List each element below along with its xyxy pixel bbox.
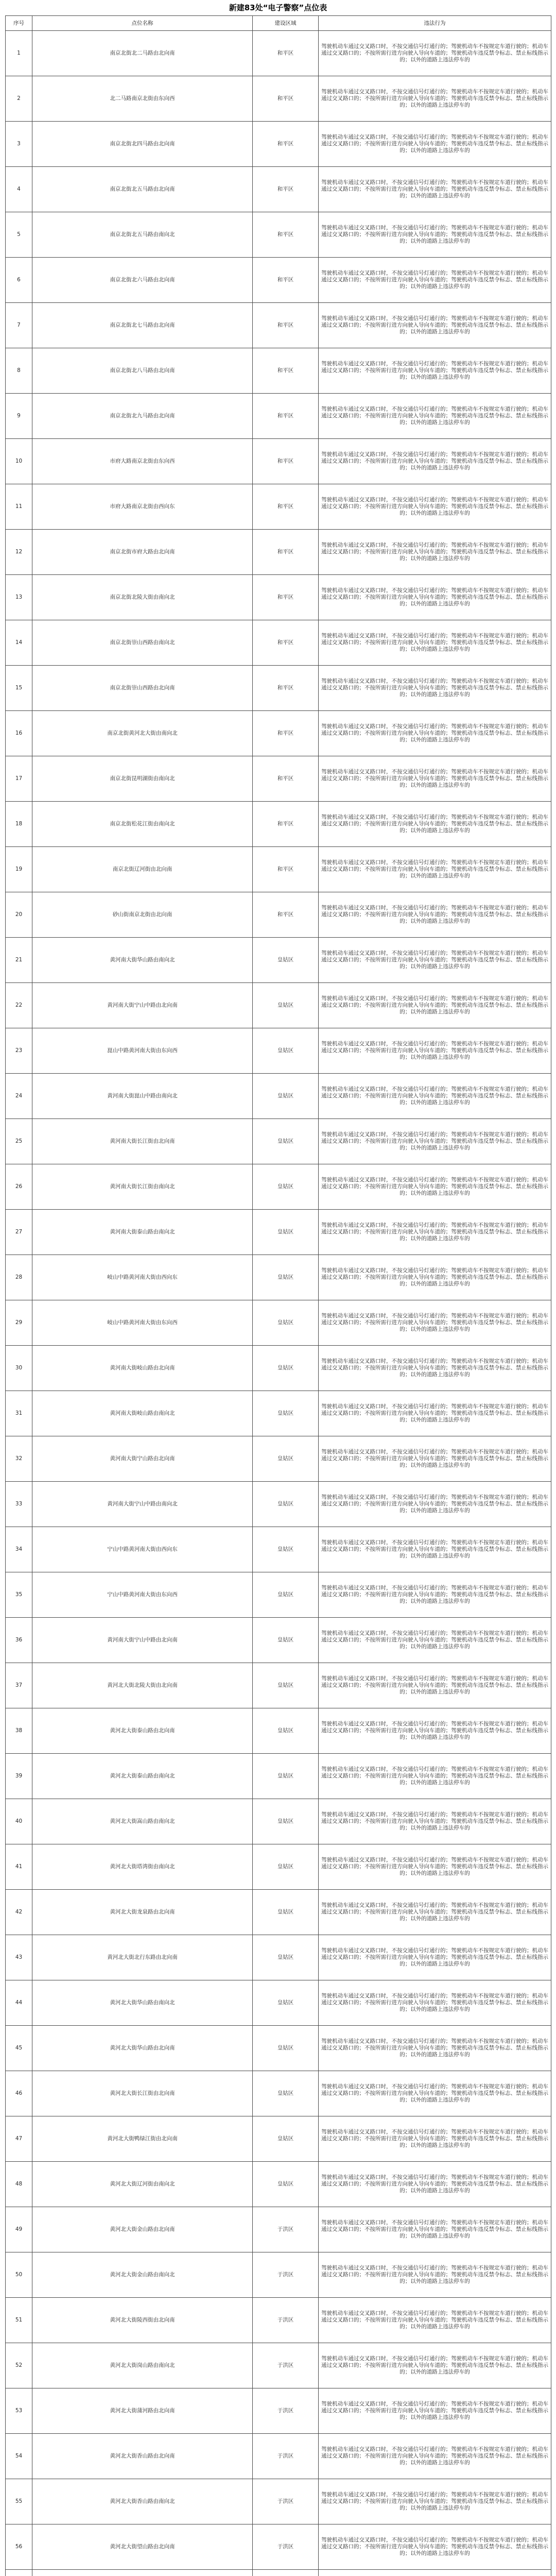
point-name: 南京北街崇山西路由南向北 xyxy=(32,620,253,666)
point-name: 黄河北大街龙泉路由北向南 xyxy=(32,1890,253,1935)
point-name: 黄河北大街泰山路由南向北 xyxy=(32,1754,253,1799)
row-number: 5 xyxy=(6,212,32,258)
table-row xyxy=(6,31,551,76)
row-number: 1 xyxy=(6,31,32,76)
point-name: 南京北街北六马路由北向南 xyxy=(32,258,253,303)
build-area: 皇姑区 xyxy=(253,1255,319,1300)
build-area: 和平区 xyxy=(253,76,319,122)
point-name: 崑山中路黄河南大街由东向西 xyxy=(32,1028,253,1074)
row-number: 31 xyxy=(6,1391,32,1436)
row-number: 40 xyxy=(6,1799,32,1844)
violation-desc: 驾驶机动车通过交叉路口时，不按交通信号灯通行的；驾驶机动车不按规定车道行驶的；机动车通过交叉路口的；不按所需行进方向驶入导向车道的；驾驶机动车违反禁令标志、禁止标线指示的；以外的道路上违法停车的 xyxy=(319,76,551,122)
header-violation: 违法行为 xyxy=(319,16,551,31)
build-area: 皇姑区 xyxy=(253,1799,319,1844)
violation-desc: 驾驶机动车通过交叉路口时，不按交通信号灯通行的；驾驶机动车不按规定车道行驶的；机动车通过交叉路口的；不按所需行进方向驶入导向车道的；驾驶机动车违反禁令标志、禁止标线指示的；以外的道路上违法停车的 xyxy=(319,2116,551,2162)
point-name: 黄河北大街北陵大街由北向南 xyxy=(32,1663,253,1708)
build-area: 皇姑区 xyxy=(253,1754,319,1799)
violation-desc: 驾驶机动车通过交叉路口时，不按交通信号灯通行的；驾驶机动车不按规定车道行驶的；机动车通过交叉路口的；不按所需行进方向驶入导向车道的；驾驶机动车违反禁令标志、禁止标线指示的；以外的道路上违法停车的 xyxy=(319,1799,551,1844)
violation-desc: 驾驶机动车通过交叉路口时，不按交通信号灯通行的；驾驶机动车不按规定车道行驶的；机动车通过交叉路口的；不按所需行进方向驶入导向车道的；驾驶机动车违反禁令标志、禁止标线指示的；以外的道路上违法停车的 xyxy=(319,1028,551,1074)
build-area: 皇姑区 xyxy=(253,1436,319,1482)
build-area: 皇姑区 xyxy=(253,1708,319,1754)
point-name: 黄河北大街蒲河路由北向南 xyxy=(32,2388,253,2434)
point-name: 黄河北大街北行东路由北向南 xyxy=(32,1935,253,1980)
point-name: 黄河北大街华山路由南向北 xyxy=(32,1980,253,2026)
point-name: 黄河北大街华山路由北向南 xyxy=(32,2026,253,2071)
build-area: 皇姑区 xyxy=(253,1074,319,1119)
table-row xyxy=(6,575,551,620)
row-number: 36 xyxy=(6,1618,32,1663)
row-number: 30 xyxy=(6,1346,32,1391)
row-number: 8 xyxy=(6,348,32,394)
table-row xyxy=(6,167,551,212)
row-number: 46 xyxy=(6,2071,32,2116)
build-area: 和平区 xyxy=(253,892,319,938)
table-row xyxy=(6,2343,551,2388)
table-row xyxy=(6,1844,551,1890)
row-number: 41 xyxy=(6,1844,32,1890)
point-name: 砂山街南京北街由北向南 xyxy=(32,892,253,938)
violation-desc: 驾驶机动车通过交叉路口时，不按交通信号灯通行的；驾驶机动车不按规定车道行驶的；机动车通过交叉路口的；不按所需行进方向驶入导向车道的；驾驶机动车违反禁令标志、禁止标线指示的；以外的道路上违法停车的 xyxy=(319,2252,551,2298)
row-number: 9 xyxy=(6,394,32,439)
build-area: 皇姑区 xyxy=(253,1527,319,1572)
violation-desc: 驾驶机动车通过交叉路口时，不按交通信号灯通行的；驾驶机动车不按规定车道行驶的；机动车通过交叉路口的；不按所需行进方向驶入导向车道的；驾驶机动车违反禁令标志、禁止标线指示的；以外的道路上违法停车的 xyxy=(319,1119,551,1164)
build-area: 于洪区 xyxy=(253,2298,319,2343)
table-row xyxy=(6,1618,551,1663)
point-name: 黄河北大街泰山路由北向南 xyxy=(32,1708,253,1754)
build-area: 皇姑区 xyxy=(253,1980,319,2026)
violation-desc: 驾驶机动车通过交叉路口时，不按交通信号灯通行的；驾驶机动车不按规定车道行驶的；机动车通过交叉路口的；不按所需行进方向驶入导向车道的；驾驶机动车违反禁令标志、禁止标线指示的；以外的道路上违法停车的 xyxy=(319,2388,551,2434)
table-header-row xyxy=(6,16,551,31)
violation-desc: 驾驶机动车通过交叉路口时，不按交通信号灯通行的；驾驶机动车不按规定车道行驶的；机动车通过交叉路口的；不按所需行进方向驶入导向车道的；驾驶机动车违反禁令标志、禁止标线指示的；以外的道路上违法停车的 xyxy=(319,1346,551,1391)
build-area: 于洪区 xyxy=(253,2434,319,2479)
table-row xyxy=(6,2570,551,2576)
table-row xyxy=(6,2162,551,2207)
build-area xyxy=(253,2570,319,2576)
table-row xyxy=(6,2116,551,2162)
table-row xyxy=(6,1436,551,1482)
violation-desc: 驾驶机动车通过交叉路口时，不按交通信号灯通行的；驾驶机动车不按规定车道行驶的；机动车通过交叉路口的；不按所需行进方向驶入导向车道的；驾驶机动车违反禁令标志、禁止标线指示的；以外的道路上违法停车的 xyxy=(319,484,551,530)
row-number: 33 xyxy=(6,1482,32,1527)
row-number: 56 xyxy=(6,2524,32,2570)
row-number: 42 xyxy=(6,1890,32,1935)
points-table xyxy=(5,15,551,2576)
row-number: 52 xyxy=(6,2343,32,2388)
violation-desc: 驾驶机动车通过交叉路口时，不按交通信号灯通行的；驾驶机动车不按规定车道行驶的；机动车通过交叉路口的；不按所需行进方向驶入导向车道的；驾驶机动车违反禁令标志、禁止标线指示的；以外的道路上违法停车的 xyxy=(319,1164,551,1210)
table-row xyxy=(6,1890,551,1935)
point-name: 黄河北大街岗山路由南向北 xyxy=(32,2343,253,2388)
point-name: 黄河北大街鸭绿江街由北向南 xyxy=(32,2116,253,2162)
violation-desc: 驾驶机动车通过交叉路口时，不按交通信号灯通行的；驾驶机动车不按规定车道行驶的；机动车通过交叉路口的；不按所需行进方向驶入导向车道的；驾驶机动车违反禁令标志、禁止标线指示的；以外的道路上违法停车的 xyxy=(319,620,551,666)
build-area: 皇姑区 xyxy=(253,1618,319,1663)
point-name: 黄河南大街泰山路由南向北 xyxy=(32,1210,253,1255)
table-row xyxy=(6,122,551,167)
table-row xyxy=(6,1663,551,1708)
violation-desc: 驾驶机动车通过交叉路口时，不按交通信号灯通行的；驾驶机动车不按规定车道行驶的；机动车通过交叉路口的；不按所需行进方向驶入导向车道的；驾驶机动车违反禁令标志、禁止标线指示的；以外的道路上违法停车的 xyxy=(319,1663,551,1708)
row-number: 45 xyxy=(6,2026,32,2071)
row-number: 17 xyxy=(6,756,32,802)
build-area: 皇姑区 xyxy=(253,1164,319,1210)
violation-desc: 驾驶机动车通过交叉路口时，不按交通信号灯通行的；驾驶机动车不按规定车道行驶的；机动车通过交叉路口的；不按所需行进方向驶入导向车道的；驾驶机动车违反禁令标志、禁止标线指示的；以外的道路上违法停车的 xyxy=(319,1300,551,1346)
point-name: 黄河南大街宁山中路由北向南 xyxy=(32,1618,253,1663)
row-number: 21 xyxy=(6,938,32,983)
table-row xyxy=(6,2252,551,2298)
build-area: 皇姑区 xyxy=(253,1572,319,1618)
table-row xyxy=(6,620,551,666)
violation-desc: 驾驶机动车通过交叉路口时，不按交通信号灯通行的；驾驶机动车不按规定车道行驶的；机动车通过交叉路口的；不按所需行进方向驶入导向车道的；驾驶机动车违反禁令标志、禁止标线指示的；以外的道路上违法停车的 xyxy=(319,1844,551,1890)
violation-desc: 驾驶机动车通过交叉路口时，不按交通信号灯通行的；驾驶机动车不按规定车道行驶的；机动车通过交叉路口的；不按所需行进方向驶入导向车道的；驾驶机动车违反禁令标志、禁止标线指示的；以外的道路上违法停车的 xyxy=(319,2071,551,2116)
point-name: 南京北街昆明湖街由南向北 xyxy=(32,756,253,802)
table-row xyxy=(6,1980,551,2026)
point-name: 黄河北大街金山路由南向北 xyxy=(32,2252,253,2298)
row-number: 55 xyxy=(6,2479,32,2524)
row-number: 24 xyxy=(6,1074,32,1119)
violation-desc: 驾驶机动车通过交叉路口时，不按交通信号灯通行的；驾驶机动车不按规定车道行驶的；机动车通过交叉路口的；不按所需行进方向驶入导向车道的；驾驶机动车违反禁令标志、禁止标线指示的；以外的道路上违法停车的 xyxy=(319,167,551,212)
violation-desc: 驾驶机动车通过交叉路口时，不按交通信号灯通行的；驾驶机动车不按规定车道行驶的；机动车通过交叉路口的；不按所需行进方向驶入导向车道的；驾驶机动车违反禁令标志、禁止标线指示的；以外的道路上违法停车的 xyxy=(319,303,551,348)
table-row xyxy=(6,983,551,1028)
build-area: 和平区 xyxy=(253,575,319,620)
point-name: 黄河南大街宁山中路由南向北 xyxy=(32,1482,253,1527)
table-row xyxy=(6,1754,551,1799)
violation-desc: 驾驶机动车通过交叉路口时，不按交通信号灯通行的；驾驶机动车不按规定车道行驶的；机动车通过交叉路口的；不按所需行进方向驶入导向车道的；驾驶机动车违反禁令标志、禁止标线指示的；以外的道路上违法停车的 xyxy=(319,1391,551,1436)
build-area: 皇姑区 xyxy=(253,1119,319,1164)
violation-desc: 驾驶机动车通过交叉路口时，不按交通信号灯通行的；驾驶机动车不按规定车道行驶的；机动车通过交叉路口的；不按所需行进方向驶入导向车道的；驾驶机动车违反禁令标志、禁止标线指示的；以外的道路上违法停车的 xyxy=(319,1708,551,1754)
build-area: 和平区 xyxy=(253,394,319,439)
table-row xyxy=(6,1572,551,1618)
point-name: 黄河南大街岐山路由南向北 xyxy=(32,1391,253,1436)
point-name: 南京北街北五马路由北向南 xyxy=(32,167,253,212)
table-row xyxy=(6,711,551,756)
build-area: 于洪区 xyxy=(253,2252,319,2298)
table-row xyxy=(6,1028,551,1074)
row-number: 51 xyxy=(6,2298,32,2343)
row-number: 54 xyxy=(6,2434,32,2479)
build-area: 皇姑区 xyxy=(253,2071,319,2116)
header-area: 建设区域 xyxy=(253,16,319,31)
point-name: 黄河北大街望山路由北向南 xyxy=(32,2524,253,2570)
build-area: 皇姑区 xyxy=(253,938,319,983)
row-number: 47 xyxy=(6,2116,32,2162)
point-name: 南京北街辽河街由北向南 xyxy=(32,847,253,892)
row-number: 11 xyxy=(6,484,32,530)
page xyxy=(5,0,551,2576)
table-row xyxy=(6,1300,551,1346)
point-name: 南京北街北七马路由北向南 xyxy=(32,303,253,348)
violation-desc: 驾驶机动车通过交叉路口时，不按交通信号灯通行的；驾驶机动车不按规定车道行驶的；机动车通过交叉路口的；不按所需行进方向驶入导向车道的；驾驶机动车违反禁令标志、禁止标线指示的；以外的道路上违法停车的 xyxy=(319,1255,551,1300)
table-row xyxy=(6,76,551,122)
table-row xyxy=(6,1210,551,1255)
point-name: 市府大路南京北街由东向西 xyxy=(32,439,253,484)
violation-desc: 驾驶机动车通过交叉路口时，不按交通信号灯通行的；驾驶机动车不按规定车道行驶的；机动车通过交叉路口的；不按所需行进方向驶入导向车道的；驾驶机动车违反禁令标志、禁止标线指示的；以外的道路上违法停车的 xyxy=(319,2162,551,2207)
point-name: 黄河南大街长江街由南向北 xyxy=(32,1164,253,1210)
table-row xyxy=(6,2298,551,2343)
row-number: 22 xyxy=(6,983,32,1028)
violation-desc: 驾驶机动车通过交叉路口时，不按交通信号灯通行的；驾驶机动车不按规定车道行驶的；机动车通过交叉路口的；不按所需行进方向驶入导向车道的；驾驶机动车违反禁令标志、禁止标线指示的；以外的道路上违法停车的 xyxy=(319,2207,551,2252)
violation-desc: 驾驶机动车通过交叉路口时，不按交通信号灯通行的；驾驶机动车不按规定车道行驶的；机动车通过交叉路口的；不按所需行进方向驶入导向车道的；驾驶机动车违反禁令标志、禁止标线指示的；以外的道路上违法停车的 xyxy=(319,348,551,394)
table-row xyxy=(6,212,551,258)
violation-desc: 驾驶机动车通过交叉路口时，不按交通信号灯通行的；驾驶机动车不按规定车道行驶的；机动车通过交叉路口的；不按所需行进方向驶入导向车道的；驾驶机动车违反禁令标志、禁止标线指示的；以外的道路上违法停车的 xyxy=(319,1482,551,1527)
table-row xyxy=(6,847,551,892)
row-number: 38 xyxy=(6,1708,32,1754)
point-name: 黄河北大街香山路由南向北 xyxy=(32,2479,253,2524)
violation-desc: 驾驶机动车通过交叉路口时，不按交通信号灯通行的；驾驶机动车不按规定车道行驶的；机动车通过交叉路口的；不按所需行进方向驶入导向车道的；驾驶机动车违反禁令标志、禁止标线指示的；以外的道路上违法停车的 xyxy=(319,847,551,892)
violation-desc: 驾驶机动车通过交叉路口时，不按交通信号灯通行的；驾驶机动车不按规定车道行驶的；机动车通过交叉路口的；不按所需行进方向驶入导向车道的；驾驶机动车违反禁令标志、禁止标线指示的；以外的道路上违法停车的 xyxy=(319,802,551,847)
row-number: 20 xyxy=(6,892,32,938)
build-area: 皇姑区 xyxy=(253,1346,319,1391)
violation-desc: 驾驶机动车通过交叉路口时，不按交通信号灯通行的；驾驶机动车不按规定车道行驶的；机动车通过交叉路口的；不按所需行进方向驶入导向车道的；驾驶机动车违反禁令标志、禁止标线指示的；以外的道路上违法停车的 xyxy=(319,2343,551,2388)
table-row xyxy=(6,1119,551,1164)
point-name: 南京北街北八马路由北向南 xyxy=(32,348,253,394)
build-area: 皇姑区 xyxy=(253,1844,319,1890)
point-name: 黄河北大街塔湾街由南向北 xyxy=(32,1844,253,1890)
table-row xyxy=(6,2388,551,2434)
build-area: 于洪区 xyxy=(253,2343,319,2388)
row-number: 4 xyxy=(6,167,32,212)
violation-desc: 驾驶机动车通过交叉路口时，不按交通信号灯通行的；驾驶机动车不按规定车道行驶的；机动车通过交叉路口的；不按所需行进方向驶入导向车道的；驾驶机动车违反禁令标志、禁止标线指示的；以外的道路上违法停车的 xyxy=(319,1527,551,1572)
build-area: 和平区 xyxy=(253,167,319,212)
row-number: 32 xyxy=(6,1436,32,1482)
build-area: 和平区 xyxy=(253,530,319,575)
point-name: 南京北街北九马路由北向南 xyxy=(32,394,253,439)
violation-desc: 驾驶机动车通过交叉路口时，不按交通信号灯通行的；驾驶机动车不按规定车道行驶的；机动车通过交叉路口的；不按所需行进方向驶入导向车道的；驾驶机动车违反禁令标志、禁止标线指示的；以外的道路上违法停车的 xyxy=(319,983,551,1028)
violation-desc: 驾驶机动车通过交叉路口时，不按交通信号灯通行的；驾驶机动车不按规定车道行驶的；机动车通过交叉路口的；不按所需行进方向驶入导向车道的；驾驶机动车违反禁令标志、禁止标线指示的；以外的道路上违法停车的 xyxy=(319,2524,551,2570)
table-row xyxy=(6,303,551,348)
point-name: 南京北街北二马路由北向南 xyxy=(32,31,253,76)
table-row xyxy=(6,348,551,394)
table-row xyxy=(6,666,551,711)
row-number: 15 xyxy=(6,666,32,711)
build-area: 于洪区 xyxy=(253,2388,319,2434)
table-row xyxy=(6,1255,551,1300)
table-row xyxy=(6,530,551,575)
point-name: 南京北街崇山西路由北向南 xyxy=(32,666,253,711)
build-area: 和平区 xyxy=(253,439,319,484)
build-area: 皇姑区 xyxy=(253,2116,319,2162)
point-name: 南京北街北陵大街由南向北 xyxy=(32,575,253,620)
violation-desc: 驾驶机动车通过交叉路口时，不按交通信号灯通行的；驾驶机动车不按规定车道行驶的；机动车通过交叉路口的；不按所需行进方向驶入导向车道的；驾驶机动车违反禁令标志、禁止标线指示的；以外的道路上违法停车的 xyxy=(319,1436,551,1482)
table-row xyxy=(6,1074,551,1119)
build-area: 和平区 xyxy=(253,802,319,847)
violation-desc: 驾驶机动车通过交叉路口时，不按交通信号灯通行的；驾驶机动车不按规定车道行驶的；机动车通过交叉路口的；不按所需行进方向驶入导向车道的；驾驶机动车违反禁令标志、禁止标线指示的；以外的道路上违法停车的 xyxy=(319,212,551,258)
row-number: 50 xyxy=(6,2252,32,2298)
violation-desc: 驾驶机动车通过交叉路口时，不按交通信号灯通行的；驾驶机动车不按规定车道行驶的；机动车通过交叉路口的；不按所需行进方向驶入导向车道的；驾驶机动车违反禁令标志、禁止标线指示的；以外的道路上违法停车的 xyxy=(319,666,551,711)
point-name: 黄河南大街宁山中路由北向南 xyxy=(32,983,253,1028)
violation-desc: 驾驶机动车通过交叉路口时，不按交通信号灯通行的；驾驶机动车不按规定车道行驶的；机动车通过交叉路口的；不按所需行进方向驶入导向车道的；驾驶机动车违反禁令标志、禁止标线指示的；以外的道路上违法停车的 xyxy=(319,258,551,303)
build-area: 皇姑区 xyxy=(253,1300,319,1346)
row-number: 18 xyxy=(6,802,32,847)
point-name xyxy=(32,2570,253,2576)
row-number: 27 xyxy=(6,1210,32,1255)
header-no: 序号 xyxy=(6,16,32,31)
build-area: 于洪区 xyxy=(253,2524,319,2570)
row-number: 16 xyxy=(6,711,32,756)
table-row xyxy=(6,2524,551,2570)
violation-desc: 驾驶机动车通过交叉路口时，不按交通信号灯通行的；驾驶机动车不按规定车道行驶的；机动车通过交叉路口的；不按所需行进方向驶入导向车道的；驾驶机动车违反禁令标志、禁止标线指示的；以外的道路上违法停车的 xyxy=(319,2298,551,2343)
row-number: 12 xyxy=(6,530,32,575)
violation-desc: 驾驶机动车通过交叉路口时，不按交通信号灯通行的；驾驶机动车不按规定车道行驶的；机动车通过交叉路口的；不按所需行进方向驶入导向车道的；驾驶机动车违反禁令标志、禁止标线指示的；以外的道路上违法停车的 xyxy=(319,2434,551,2479)
build-area: 皇姑区 xyxy=(253,1663,319,1708)
row-number: 7 xyxy=(6,303,32,348)
table-row xyxy=(6,1391,551,1436)
table-row xyxy=(6,938,551,983)
violation-desc: 驾驶机动车通过交叉路口时，不按交通信号灯通行的；驾驶机动车不按规定车道行驶的；机动车通过交叉路口的；不按所需行进方向驶入导向车道的；驾驶机动车违反禁令标志、禁止标线指示的；以外的道路上违法停车的 xyxy=(319,1980,551,2026)
build-area: 于洪区 xyxy=(253,2479,319,2524)
build-area: 皇姑区 xyxy=(253,2026,319,2071)
table-row xyxy=(6,1708,551,1754)
violation-desc: 驾驶机动车通过交叉路口时，不按交通信号灯通行的；驾驶机动车不按规定车道行驶的；机动车通过交叉路口的；不按所需行进方向驶入导向车道的；驾驶机动车违反禁令标志、禁止标线指示的；以外的道路上违法停车的 xyxy=(319,1572,551,1618)
point-name: 市府大路南京北街由西向东 xyxy=(32,484,253,530)
row-number: 26 xyxy=(6,1164,32,1210)
build-area: 皇姑区 xyxy=(253,1935,319,1980)
page-title: 新建83处“电子警察”点位表 xyxy=(229,3,327,12)
table-row xyxy=(6,1527,551,1572)
violation-desc: 驾驶机动车通过交叉路口时，不按交通信号灯通行的；驾驶机动车不按规定车道行驶的；机动车通过交叉路口的；不按所需行进方向驶入导向车道的；驾驶机动车违反禁令标志、禁止标线指示的；以外的道路上违法停车的 xyxy=(319,530,551,575)
point-name: 南京北街松花江街由南向北 xyxy=(32,802,253,847)
row-number: 43 xyxy=(6,1935,32,1980)
violation-desc: 驾驶机动车通过交叉路口时，不按交通信号灯通行的；驾驶机动车不按规定车道行驶的；机动车通过交叉路口的；不按所需行进方向驶入导向车道的；驾驶机动车违反禁令标志、禁止标线指示的；以外的道路上违法停车的 xyxy=(319,2026,551,2071)
build-area: 和平区 xyxy=(253,756,319,802)
build-area: 皇姑区 xyxy=(253,2162,319,2207)
row-number xyxy=(6,2570,32,2576)
point-name: 南京北街市府大路由北向南 xyxy=(32,530,253,575)
point-name: 黄河北大街长江街由北向南 xyxy=(32,2071,253,2116)
violation-desc: 驾驶机动车通过交叉路口时，不按交通信号灯通行的；驾驶机动车不按规定车道行驶的；机动车通过交叉路口的；不按所需行进方向驶入导向车道的；驾驶机动车违反禁令标志、禁止标线指示的；以外的道路上违法停车的 xyxy=(319,2479,551,2524)
point-name: 黄河南大街宁山路由北向南 xyxy=(32,1436,253,1482)
build-area: 和平区 xyxy=(253,847,319,892)
point-name: 黄河北大街辽河街由南向北 xyxy=(32,2162,253,2207)
row-number: 3 xyxy=(6,122,32,167)
build-area: 皇姑区 xyxy=(253,1210,319,1255)
table-row xyxy=(6,1482,551,1527)
point-name: 宁山中路黄河南大街由西向东 xyxy=(32,1527,253,1572)
table-row xyxy=(6,258,551,303)
row-number: 10 xyxy=(6,439,32,484)
row-number: 53 xyxy=(6,2388,32,2434)
table-row xyxy=(6,2026,551,2071)
build-area: 皇姑区 xyxy=(253,1482,319,1527)
table-row xyxy=(6,1935,551,1980)
violation-desc: 驾驶机动车通过交叉路口时，不按交通信号灯通行的；驾驶机动车不按规定车道行驶的；机动车通过交叉路口的；不按所需行进方向驶入导向车道的；驾驶机动车违反禁令标志、禁止标线指示的；以外的道路上违法停车的 xyxy=(319,938,551,983)
point-name: 岐山中路黄河南大街由东向西 xyxy=(32,1300,253,1346)
row-number: 49 xyxy=(6,2207,32,2252)
violation-desc: 驾驶机动车通过交叉路口时，不按交通信号灯通行的；驾驶机动车不按规定车道行驶的；机动车通过交叉路口的；不按所需行进方向驶入导向车道的；驾驶机动车违反禁令标志、禁止标线指示的；以外的道路上违法停车的 xyxy=(319,756,551,802)
row-number: 39 xyxy=(6,1754,32,1799)
point-name: 南京北街北五马路由南向北 xyxy=(32,212,253,258)
row-number: 35 xyxy=(6,1572,32,1618)
table-row xyxy=(6,2479,551,2524)
violation-desc: 驾驶机动车通过交叉路口时，不按交通信号灯通行的；驾驶机动车不按规定车道行驶的；机动车通过交叉路口的；不按所需行进方向驶入导向车道的；驾驶机动车违反禁令标志、禁止标线指示的；以外的道路上违法停车的 xyxy=(319,122,551,167)
row-number: 28 xyxy=(6,1255,32,1300)
point-name: 黄河北大街嵩山路由南向北 xyxy=(32,1799,253,1844)
point-name: 岐山中路黄河南大街由西向东 xyxy=(32,1255,253,1300)
violation-desc: 驾驶机动车通过交叉路口时，不按交通信号灯通行的；驾驶机动车不按规定车道行驶的；机动车通过交叉路口的；不按所需行进方向驶入导向车道的；驾驶机动车违反禁令标志、禁止标线指示的；以外的道路上违法停车的 xyxy=(319,1618,551,1663)
build-area: 和平区 xyxy=(253,484,319,530)
row-number: 48 xyxy=(6,2162,32,2207)
point-name: 黄河北大街香山路由北向南 xyxy=(32,2434,253,2479)
table-row xyxy=(6,439,551,484)
point-name: 黄河北大街陵西街由北向南 xyxy=(32,2298,253,2343)
build-area: 和平区 xyxy=(253,711,319,756)
violation-desc: 驾驶机动车通过交叉路口时，不按交通信号灯通行的；驾驶机动车不按规定车道行驶的；机动车通过交叉路口的；不按所需行进方向驶入导向车道的；驾驶机动车违反禁令标志、禁止标线指示的；以外的道路上违法停车的 xyxy=(319,394,551,439)
build-area: 和平区 xyxy=(253,348,319,394)
row-number: 29 xyxy=(6,1300,32,1346)
point-name: 黄河北大街金山路由北向南 xyxy=(32,2207,253,2252)
point-name: 宁山中路黄河南大街由东向西 xyxy=(32,1572,253,1618)
table-row xyxy=(6,1164,551,1210)
violation-desc: 驾驶机动车通过交叉路口时，不按交通信号灯通行的；驾驶机动车不按规定车道行驶的；机动车通过交叉路口的；不按所需行进方向驶入导向车道的；驾驶机动车违反禁令标志、禁止标线指示的；以外的道路上违法停车的 xyxy=(319,1210,551,1255)
violation-desc: 驾驶机动车通过交叉路口时，不按交通信号灯通行的；驾驶机动车不按规定车道行驶的；机动车通过交叉路口的；不按所需行进方向驶入导向车道的；驾驶机动车违反禁令标志、禁止标线指示的；以外的道路上违法停车的 xyxy=(319,1935,551,1980)
violation-desc: 驾驶机动车通过交叉路口时，不按交通信号灯通行的；驾驶机动车不按规定车道行驶的；机动车通过交叉路口的；不按所需行进方向驶入导向车道的；驾驶机动车违反禁令标志、禁止标线指示的；以外的道路上违法停车的 xyxy=(319,1754,551,1799)
row-number: 13 xyxy=(6,575,32,620)
build-area: 和平区 xyxy=(253,303,319,348)
build-area: 于洪区 xyxy=(253,2207,319,2252)
build-area: 皇姑区 xyxy=(253,1890,319,1935)
build-area: 皇姑区 xyxy=(253,983,319,1028)
violation-desc: 驾驶机动车通过交叉路口时，不按交通信号灯通行的；驾驶机动车不按规定车道行驶的；机动车通过交叉路口的；不按所需行进方向驶入导向车道的；驾驶机动车违反禁令标志、禁止标线指示的；以外的道路上违法停车的 xyxy=(319,711,551,756)
point-name: 黄河南大街崑山中路由南向北 xyxy=(32,1074,253,1119)
violation-desc: 驾驶机动车通过交叉路口时，不按交通信号灯通行的；驾驶机动车不按规定车道行驶的；机动车通过交叉路口的；不按所需行进方向驶入导向车道的；驾驶机动车违反禁令标志、禁止标线指示的；以外的道路上违法停车的 xyxy=(319,439,551,484)
violation-desc xyxy=(319,2570,551,2576)
row-number: 19 xyxy=(6,847,32,892)
point-name: 黄河南大街长江街由北向南 xyxy=(32,1119,253,1164)
build-area: 和平区 xyxy=(253,620,319,666)
build-area: 皇姑区 xyxy=(253,1391,319,1436)
build-area: 和平区 xyxy=(253,258,319,303)
header-name: 点位名称 xyxy=(32,16,253,31)
table-row xyxy=(6,1799,551,1844)
row-number: 37 xyxy=(6,1663,32,1708)
table-row xyxy=(6,1346,551,1391)
row-number: 6 xyxy=(6,258,32,303)
table-row xyxy=(6,2071,551,2116)
table-row xyxy=(6,892,551,938)
table-row xyxy=(6,2434,551,2479)
violation-desc: 驾驶机动车通过交叉路口时，不按交通信号灯通行的；驾驶机动车不按规定车道行驶的；机动车通过交叉路口的；不按所需行进方向驶入导向车道的；驾驶机动车违反禁令标志、禁止标线指示的；以外的道路上违法停车的 xyxy=(319,31,551,76)
build-area: 和平区 xyxy=(253,666,319,711)
table-row xyxy=(6,2207,551,2252)
table-row xyxy=(6,756,551,802)
row-number: 14 xyxy=(6,620,32,666)
build-area: 和平区 xyxy=(253,122,319,167)
table-row xyxy=(6,802,551,847)
build-area: 皇姑区 xyxy=(253,1028,319,1074)
point-name: 南京北街北四马路由北向南 xyxy=(32,122,253,167)
violation-desc: 驾驶机动车通过交叉路口时，不按交通信号灯通行的；驾驶机动车不按规定车道行驶的；机动车通过交叉路口的；不按所需行进方向驶入导向车道的；驾驶机动车违反禁令标志、禁止标线指示的；以外的道路上违法停车的 xyxy=(319,575,551,620)
point-name: 黄河南大街华山路由南向北 xyxy=(32,938,253,983)
point-name: 南京北街黄河北大街由南向北 xyxy=(32,711,253,756)
point-name: 北二马路南京北街由东向西 xyxy=(32,76,253,122)
row-number: 2 xyxy=(6,76,32,122)
table-body xyxy=(6,31,551,2576)
row-number: 34 xyxy=(6,1527,32,1572)
build-area: 和平区 xyxy=(253,212,319,258)
violation-desc: 驾驶机动车通过交叉路口时，不按交通信号灯通行的；驾驶机动车不按规定车道行驶的；机动车通过交叉路口的；不按所需行进方向驶入导向车道的；驾驶机动车违反禁令标志、禁止标线指示的；以外的道路上违法停车的 xyxy=(319,1890,551,1935)
violation-desc: 驾驶机动车通过交叉路口时，不按交通信号灯通行的；驾驶机动车不按规定车道行驶的；机动车通过交叉路口的；不按所需行进方向驶入导向车道的；驾驶机动车违反禁令标志、禁止标线指示的；以外的道路上违法停车的 xyxy=(319,892,551,938)
point-name: 黄河南大街岐山路由北向南 xyxy=(32,1346,253,1391)
build-area: 和平区 xyxy=(253,31,319,76)
table-row xyxy=(6,484,551,530)
row-number: 44 xyxy=(6,1980,32,2026)
row-number: 23 xyxy=(6,1028,32,1074)
violation-desc: 驾驶机动车通过交叉路口时，不按交通信号灯通行的；驾驶机动车不按规定车道行驶的；机动车通过交叉路口的；不按所需行进方向驶入导向车道的；驾驶机动车违反禁令标志、禁止标线指示的；以外的道路上违法停车的 xyxy=(319,1074,551,1119)
row-number: 25 xyxy=(6,1119,32,1164)
table-row xyxy=(6,394,551,439)
